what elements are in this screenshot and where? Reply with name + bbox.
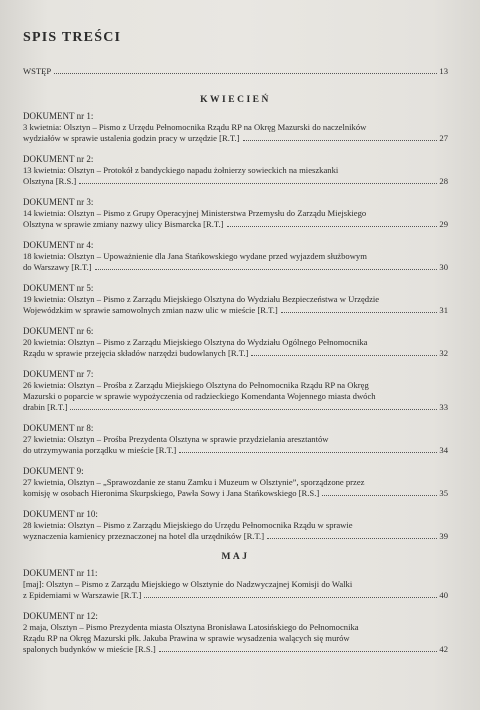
leader-dots bbox=[227, 226, 438, 227]
toc-entry[interactable] bbox=[23, 154, 448, 187]
entry-description-end: do utrzymywania porządku w mieście [R.T.] bbox=[23, 445, 177, 455]
leader-dots bbox=[243, 140, 438, 141]
leader-dots bbox=[70, 409, 437, 410]
toc-page-number: 40 bbox=[439, 590, 448, 600]
leader-dots bbox=[159, 651, 438, 652]
document-number: DOKUMENT nr 6: bbox=[23, 326, 94, 336]
leader-dots bbox=[54, 73, 437, 74]
toc-entry[interactable] bbox=[23, 283, 448, 316]
document-number: DOKUMENT 9: bbox=[23, 466, 84, 476]
entry-description-line: 2 maja, Olsztyn – Pismo Prezydenta miasta Olsztyna Bronisława Latosińskiego do Pełnomocnika bbox=[23, 622, 359, 632]
document-number: DOKUMENT nr 12: bbox=[23, 611, 98, 621]
entry-description-end: Olsztyna w sprawie zmiany nazwy ulicy Bismarcka [R.T.] bbox=[23, 219, 224, 229]
entry-last-line bbox=[23, 219, 448, 230]
entry-description-end: Wojewódzkim w sprawie samowolnych zmian nazw ulic w mieście [R.T.] bbox=[23, 305, 278, 315]
entry-description-line: [maj]: Olsztyn – Pismo z Zarządu Miejskiego w Olsztynie do Nadzwyczajnej Komisji do Walki bbox=[23, 579, 353, 589]
entry-description-line: 14 kwietnia: Olsztyn – Pismo z Grupy Operacyjnej Ministerstwa Przemysłu do Zarządu Miejskiego bbox=[23, 208, 367, 218]
toc-entry[interactable] bbox=[23, 423, 448, 456]
document-number: DOKUMENT nr 7: bbox=[23, 369, 94, 379]
entry-last-line bbox=[23, 176, 448, 187]
leader-dots bbox=[179, 452, 437, 453]
toc-page-number: 42 bbox=[439, 644, 448, 654]
entry-description-line: 27 kwietnia, Olsztyn – „Sprawozdanie ze stanu Zamku i Muzeum w Olsztynie”, sporządzone przez bbox=[23, 477, 365, 487]
entry-description-end: Rządu w sprawie przejęcia składów narzędzi budowlanych [R.T.] bbox=[23, 348, 249, 358]
toc-entry[interactable] bbox=[23, 568, 448, 601]
entry-description-end: drabin [R.T.] bbox=[23, 402, 68, 412]
entry-description-line: 13 kwietnia: Olsztyn – Protokół z bandyckiego napadu żołnierzy sowieckich na mieszkanki bbox=[23, 165, 339, 175]
entry-description-line: Rządu RP na Okręg Mazurski płk. Jakuba Prawina w sprawie wysadzenia walących się murów bbox=[23, 633, 350, 643]
entry-last-line bbox=[23, 348, 448, 359]
document-number: DOKUMENT nr 1: bbox=[23, 111, 94, 121]
entry-description-line: 26 kwietnia: Olsztyn – Prośba z Zarządu Miejskiego Olsztyna do Pełnomocnika Rządu RP na Okręg bbox=[23, 380, 369, 390]
entry-last-line bbox=[23, 402, 448, 413]
leader-dots bbox=[95, 269, 438, 270]
month-heading: KWIECIEŃ bbox=[200, 95, 271, 105]
entry-last-line bbox=[23, 531, 448, 542]
entry-description-end: z Epidemiami w Warszawie [R.T.] bbox=[23, 590, 142, 600]
entry-description-end: wyznaczenia kamienicy przeznaczonej na hotel dla urzędników [R.T.] bbox=[23, 531, 265, 541]
document-number: DOKUMENT nr 5: bbox=[23, 283, 94, 293]
toc-entry[interactable] bbox=[23, 111, 448, 144]
leader-dots bbox=[322, 495, 437, 496]
toc-entry-intro[interactable] bbox=[23, 66, 448, 77]
entry-last-line bbox=[23, 262, 448, 273]
toc-page-number: 31 bbox=[439, 305, 448, 315]
entry-description-line: 20 kwietnia: Olsztyn – Pismo z Zarządu Miejskiego Olsztyna do Wydziału Ogólnego Pełnomocnika bbox=[23, 337, 368, 347]
entry-last-line bbox=[23, 644, 448, 655]
entry-description-line: 19 kwietnia: Olsztyn – Pismo z Zarządu Miejskiego Olsztyna do Wydziału Bezpieczeństwa w Urzędzie bbox=[23, 294, 380, 304]
toc-page-number: 39 bbox=[439, 531, 448, 541]
leader-dots bbox=[251, 355, 437, 356]
toc-page-number: 33 bbox=[439, 402, 448, 412]
toc-entry[interactable] bbox=[23, 369, 448, 413]
toc-page-number: 32 bbox=[439, 348, 448, 358]
document-number: DOKUMENT nr 2: bbox=[23, 154, 94, 164]
entry-last-line bbox=[23, 305, 448, 316]
document-number: DOKUMENT nr 3: bbox=[23, 197, 94, 207]
entry-description-end: spalonych budynków w mieście [R.S.] bbox=[23, 644, 156, 654]
entry-last-line bbox=[23, 590, 448, 601]
toc-page-number: 13 bbox=[439, 66, 448, 76]
entry-description-end: Olsztyna [R.S.] bbox=[23, 176, 77, 186]
leader-dots bbox=[79, 183, 437, 184]
page-title: SPIS TREŚCI bbox=[23, 30, 122, 45]
month-heading: MAJ bbox=[221, 552, 250, 562]
toc-entry[interactable] bbox=[23, 611, 448, 655]
document-number: DOKUMENT nr 11: bbox=[23, 568, 98, 578]
entry-description-line: 27 kwietnia: Olsztyn – Prośba Prezydenta Olsztyna w sprawie przydzielania aresztantów bbox=[23, 434, 329, 444]
toc-entry[interactable] bbox=[23, 197, 448, 230]
entry-description-end: komisję w osobach Hieronima Skurpskiego, Pawła Sowy i Jana Stańkowskiego [R.S.] bbox=[23, 488, 320, 498]
toc-page-number: 29 bbox=[439, 219, 448, 229]
toc-entry[interactable] bbox=[23, 240, 448, 273]
toc-page-number: 27 bbox=[439, 133, 448, 143]
entry-last-line bbox=[23, 445, 448, 456]
entry-description-line: 3 kwietnia: Olsztyn – Pismo z Urzędu Pełnomocnika Rządu RP na Okręg Mazurski do naczelników bbox=[23, 122, 367, 132]
toc-entry[interactable] bbox=[23, 509, 448, 542]
toc-page-number: 35 bbox=[439, 488, 448, 498]
toc-entry-label: WSTĘP bbox=[23, 66, 52, 76]
toc-entry[interactable] bbox=[23, 326, 448, 359]
leader-dots bbox=[281, 312, 438, 313]
entry-description-line: Mazurski o poparcie w sprawie wypożyczenia od radzieckiego Komendanta Wojennego miasta dwóch bbox=[23, 391, 376, 401]
table-of-contents bbox=[23, 30, 448, 665]
entry-last-line bbox=[23, 133, 448, 144]
document-number: DOKUMENT nr 8: bbox=[23, 423, 94, 433]
leader-dots bbox=[267, 538, 437, 539]
entry-description-line: 28 kwietnia: Olsztyn – Pismo z Zarządu Miejskiego do Urzędu Pełnomocnika Rządu w sprawie bbox=[23, 520, 353, 530]
entry-description-end: wydziałów w sprawie ustalenia godzin pracy w urzędzie [R.T.] bbox=[23, 133, 240, 143]
entry-description-line: 18 kwietnia: Olsztyn – Upoważnienie dla Jana Stańkowskiego wydane przed wyjazdem służbowym bbox=[23, 251, 367, 261]
entry-description-end: do Warszawy [R.T.] bbox=[23, 262, 92, 272]
document-number: DOKUMENT nr 10: bbox=[23, 509, 98, 519]
toc-page-number: 28 bbox=[439, 176, 448, 186]
toc-entry[interactable] bbox=[23, 466, 448, 499]
leader-dots bbox=[144, 597, 437, 598]
toc-sections bbox=[23, 95, 448, 655]
entry-last-line bbox=[23, 488, 448, 499]
toc-page-number: 30 bbox=[439, 262, 448, 272]
document-number: DOKUMENT nr 4: bbox=[23, 240, 94, 250]
toc-page-number: 34 bbox=[439, 445, 448, 455]
